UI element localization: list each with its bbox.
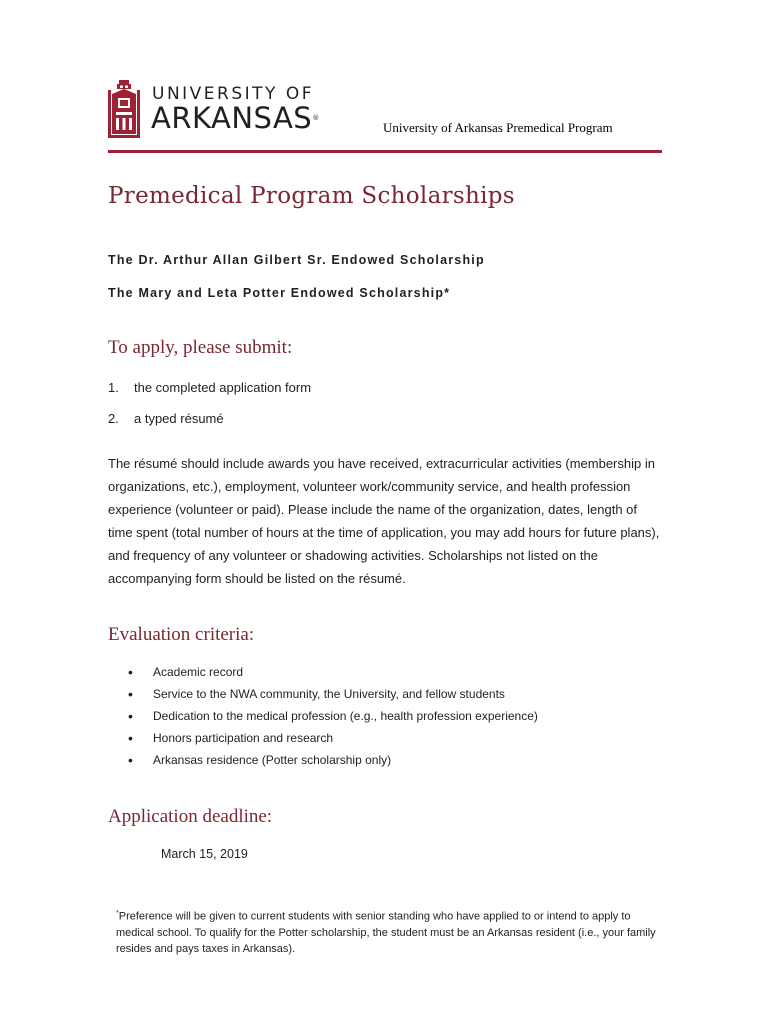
header-divider bbox=[108, 150, 662, 153]
logo-arkansas bbox=[151, 103, 319, 133]
page-title: Premedical Program Scholarships bbox=[108, 183, 515, 209]
criteria-list bbox=[128, 661, 538, 771]
logo-arkansas-text: ARKANSAS bbox=[151, 101, 313, 135]
criteria-item: • Arkansas residence (Potter scholarship only) bbox=[128, 749, 538, 771]
criteria-heading: Evaluation criteria: bbox=[108, 624, 255, 645]
list-text: the completed application form bbox=[134, 380, 312, 395]
deadline-heading: Application deadline: bbox=[108, 806, 273, 827]
list-number: 2. bbox=[108, 411, 119, 426]
footnote-text: Preference will be given to current students with senior standing who have applied to or intend to apply to medical school. To qualify for the Potter scholarship, the student must be an Arkansas resident (i.e., your family resides and pays taxes in Arkansas). bbox=[116, 910, 656, 955]
criteria-item: • Honors participation and research bbox=[128, 727, 538, 749]
deadline-date: March 15, 2019 bbox=[161, 847, 248, 861]
criteria-item: • Service to the NWA community, the University, and fellow students bbox=[128, 683, 538, 705]
old-main-tower-icon bbox=[108, 80, 148, 138]
footnote bbox=[116, 906, 656, 957]
criteria-item: • Dedication to the medical profession (e.g., health profession experience) bbox=[128, 705, 538, 727]
list-item bbox=[108, 411, 224, 426]
scholarship-potter: The Mary and Leta Potter Endowed Scholarship* bbox=[108, 286, 451, 300]
university-logo bbox=[108, 80, 323, 138]
list-text: a typed résumé bbox=[134, 411, 224, 426]
logo-trademark: ® bbox=[312, 114, 320, 122]
list-number: 1. bbox=[108, 380, 119, 395]
scholarship-gilbert: The Dr. Arthur Allan Gilbert Sr. Endowed Scholarship bbox=[108, 253, 485, 267]
logo-university-of: UNIVERSITY OF bbox=[152, 84, 314, 104]
apply-heading: To apply, please submit: bbox=[108, 337, 293, 358]
program-name: University of Arkansas Premedical Program bbox=[383, 120, 613, 135]
list-item bbox=[108, 380, 311, 395]
criteria-item: • Academic record bbox=[128, 661, 538, 683]
footnote-marker: * bbox=[116, 910, 119, 917]
resume-instructions: The résumé should include awards you have received, extracurricular activities (membership in organizations, etc.), employment, volunteer work/community service, and health profession experience (volunteer or paid). Please include the name of the organization, dates, length of time spent (total number of hours at the time of application, you may add hours for future plans), and frequency of any volunteer or shadowing activities. Scholarships not listed on the accompanying form should be listed on the résumé. bbox=[108, 456, 660, 586]
